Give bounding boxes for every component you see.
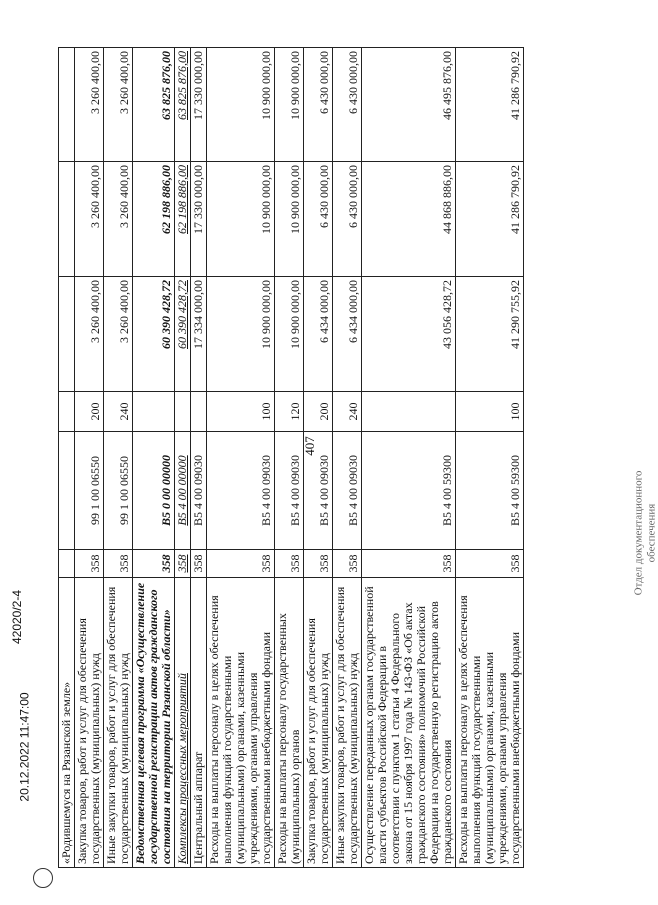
footer-code: 42020/2-4	[10, 589, 25, 645]
amount-year3-cell	[59, 48, 75, 162]
amount-year3-cell: 3 260 400,00	[104, 48, 133, 162]
table-row	[75, 48, 104, 868]
amount-year1-cell: 60 390 428,72	[175, 277, 191, 392]
amount-year2-cell: 62 198 886,00	[175, 162, 191, 277]
expense-type-cell: 200	[304, 392, 333, 432]
table-row	[333, 48, 362, 868]
amount-year1-cell: 17 334 000,00	[191, 277, 207, 392]
target-article-cell: В5 4 00 09030	[191, 432, 207, 550]
expense-type-cell	[191, 392, 207, 432]
target-article-cell: 99 1 00 06550	[104, 432, 133, 550]
amount-year3-cell: 6 430 000,00	[333, 48, 362, 162]
amount-year1-cell: 60 390 428,72	[133, 277, 175, 392]
stamp-line-2: обеспечения	[645, 503, 658, 563]
target-article-cell: В5 4 00 09030	[275, 432, 304, 550]
target-article-cell: В5 4 00 59300	[456, 432, 524, 550]
expense-type-cell: 100	[207, 392, 275, 432]
name-cell: Закупка товаров, работ и услуг для обеспечения государственных (муниципальных) нужд	[304, 578, 333, 868]
page-number: 407	[301, 436, 317, 456]
table-row	[59, 48, 75, 868]
amount-year2-cell: 17 330 000,00	[191, 162, 207, 277]
target-article-cell: В5 4 00 09030	[333, 432, 362, 550]
table-row	[275, 48, 304, 868]
admin-code-cell: 358	[275, 550, 304, 578]
amount-year3-cell: 10 900 000,00	[275, 48, 304, 162]
amount-year2-cell: 44 868 886,00	[362, 162, 456, 277]
amount-year1-cell: 3 260 400,00	[104, 277, 133, 392]
admin-code-cell: 358	[75, 550, 104, 578]
amount-year3-cell: 10 900 000,00	[207, 48, 275, 162]
expense-type-cell	[175, 392, 191, 432]
amount-year1-cell: 3 260 400,00	[75, 277, 104, 392]
expense-type-cell: 200	[75, 392, 104, 432]
amount-year3-cell: 3 260 400,00	[75, 48, 104, 162]
target-article-cell: В5 4 00 09030	[304, 432, 333, 550]
table-body	[59, 48, 524, 868]
name-cell: Иные закупки товаров, работ и услуг для обеспечения государственных (муниципальных) нужд	[333, 578, 362, 868]
expense-type-cell: 100	[456, 392, 524, 432]
amount-year1-cell: 41 290 755,92	[456, 277, 524, 392]
amount-year1-cell: 6 434 000,00	[304, 277, 333, 392]
expense-type-cell	[59, 392, 75, 432]
admin-code-cell: 358	[333, 550, 362, 578]
name-cell: Расходы на выплаты персоналу государственных (муниципальных) органов	[275, 578, 304, 868]
admin-code-cell: 358	[207, 550, 275, 578]
name-cell: Комплексы процессных мероприятий	[175, 578, 191, 868]
amount-year1-cell: 6 434 000,00	[333, 277, 362, 392]
amount-year2-cell: 6 430 000,00	[304, 162, 333, 277]
amount-year2-cell: 3 260 400,00	[104, 162, 133, 277]
expense-type-cell: 120	[275, 392, 304, 432]
table-row	[362, 48, 456, 868]
footer-datetime: 20.12.2022 11:47:00	[17, 692, 32, 802]
amount-year3-cell: 63 825 876,00	[175, 48, 191, 162]
table-row	[304, 48, 333, 868]
target-article-cell: В5 4 00 00000	[175, 432, 191, 550]
name-cell: Осуществление переданных органам государственной власти субъектов Российской Федерации в соответствии с пунктом 1 статьи 4 Федерального закона от 15 ноября 1997 года № 143-ФЗ «Об актах гражданского состояния» полномочий Российской Федерации на государственную регистрацию актов гражданского состояния	[362, 578, 456, 868]
admin-code-cell: 358	[175, 550, 191, 578]
admin-code-cell: 358	[133, 550, 175, 578]
amount-year2-cell: 3 260 400,00	[75, 162, 104, 277]
admin-code-cell: 358	[104, 550, 133, 578]
name-cell: Расходы на выплаты персоналу в целях обеспечения выполнения функций государственными (муниципальными) органами, казенными учреждениями, органами управления государственными внебюджетными фондами	[456, 578, 524, 868]
amount-year1-cell	[59, 277, 75, 392]
target-article-cell: В5 4 00 09030	[207, 432, 275, 550]
budget-table	[58, 47, 524, 868]
admin-code-cell: 358	[304, 550, 333, 578]
amount-year2-cell: 10 900 000,00	[275, 162, 304, 277]
amount-year2-cell: 41 286 790,92	[456, 162, 524, 277]
name-cell: Центральный аппарат	[191, 578, 207, 868]
expense-type-cell	[362, 392, 456, 432]
amount-year3-cell: 63 825 876,00	[133, 48, 175, 162]
amount-year2-cell: 6 430 000,00	[333, 162, 362, 277]
admin-code-cell	[59, 550, 75, 578]
table-row	[104, 48, 133, 868]
amount-year2-cell: 10 900 000,00	[207, 162, 275, 277]
expense-type-cell: 240	[104, 392, 133, 432]
amount-year1-cell: 10 900 000,00	[207, 277, 275, 392]
table-row	[133, 48, 175, 868]
amount-year1-cell: 10 900 000,00	[275, 277, 304, 392]
table-row	[207, 48, 275, 868]
budget-table-rotated	[58, 48, 522, 868]
amount-year3-cell: 41 286 790,92	[456, 48, 524, 162]
expense-type-cell	[133, 392, 175, 432]
target-article-cell: В5 0 00 00000	[133, 432, 175, 550]
name-cell: Расходы на выплаты персоналу в целях обеспечения выполнения функций государственными (муниципальными) органами, казенными учреждениями, органами управления государственными внебюджетными фондами	[207, 578, 275, 868]
name-cell: Иные закупки товаров, работ и услуг для обеспечения государственных (муниципальных) нужд	[104, 578, 133, 868]
target-article-cell	[59, 432, 75, 550]
table-row	[456, 48, 524, 868]
name-cell: «Родившемуся на Рязанской земле»	[59, 578, 75, 868]
table-row	[175, 48, 191, 868]
amount-year1-cell: 43 056 428,72	[362, 277, 456, 392]
name-cell: Ведомственная целевая программа «Осуществление государственной регистрации актов гражданского состояния на территории Рязанской области»	[133, 578, 175, 868]
amount-year2-cell	[59, 162, 75, 277]
target-article-cell: В5 4 00 59300	[362, 432, 456, 550]
amount-year2-cell: 62 198 886,00	[133, 162, 175, 277]
amount-year3-cell: 46 495 876,00	[362, 48, 456, 162]
name-cell: Закупка товаров, работ и услуг для обеспечения государственных (муниципальных) нужд	[75, 578, 104, 868]
amount-year3-cell: 6 430 000,00	[304, 48, 333, 162]
stamp-line-1: Отдел документационного	[632, 470, 645, 596]
admin-code-cell: 358	[362, 550, 456, 578]
target-article-cell: 99 1 00 06550	[75, 432, 104, 550]
admin-code-cell: 358	[191, 550, 207, 578]
admin-code-cell: 358	[456, 550, 524, 578]
emblem-icon	[33, 868, 53, 888]
department-stamp	[632, 471, 658, 596]
expense-type-cell: 240	[333, 392, 362, 432]
amount-year3-cell: 17 330 000,00	[191, 48, 207, 162]
table-row	[191, 48, 207, 868]
